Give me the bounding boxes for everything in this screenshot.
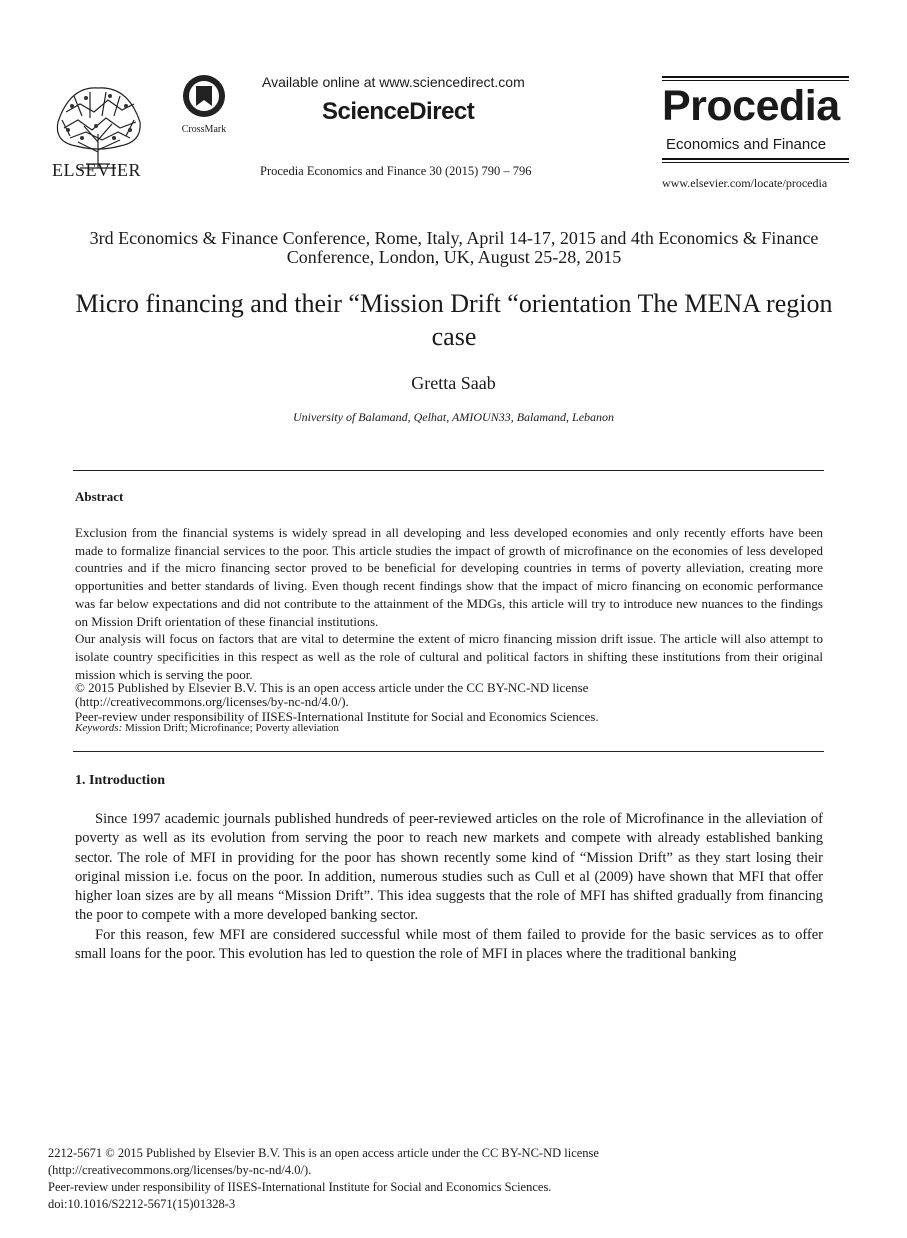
abstract-body (75, 524, 823, 683)
procedia-rule (662, 80, 849, 81)
footer-license-link[interactable]: (http://creativecommons.org/licenses/by-nc-nd/4.0/). (48, 1163, 312, 1177)
crossmark-label: CrossMark (181, 124, 227, 135)
author-affiliation: University of Balamand, Qelhat, AMIOUN33, Balamand, Lebanon (292, 410, 615, 424)
peer-review-statement: Peer-review under responsibility of IISES-International Institute for Social and Economics Sciences. (75, 709, 599, 724)
procedia-rule (662, 162, 849, 163)
journal-citation: Procedia Economics and Finance 30 (2015) 790 – 796 (260, 164, 532, 178)
crossmark-badge[interactable] (176, 74, 232, 134)
section-heading: 1. Introduction (75, 773, 165, 788)
sciencedirect-logo[interactable]: ScienceDirect (322, 98, 475, 125)
divider (73, 470, 824, 471)
keywords-list: Mission Drift; Microfinance; Poverty alleviation (125, 722, 339, 734)
author-name: Gretta Saab (411, 373, 496, 393)
body-paragraph: Since 1997 academic journals published hundreds of peer-reviewed articles on the role of Microfinance in the alleviation of poverty as well as its evolution from serving the poor to reach new markets and compete with already established banking sector. The role of MFI in providing for the poor has shown recently some kind of “Mission Drift” as they start losing their original mission i.e. focus on the poor. In addition, numerous studies such as Cull et al (2009) have shown that MFI that offer higher loan sizes are by all means “Mission Drift”. This idea suggests that the role of MFI has shifted gradually from financing the poor to compete with a more developed banking sector. (75, 811, 823, 924)
footer-doi[interactable]: doi:10.1016/S2212-5671(15)01328-3 (48, 1197, 236, 1211)
introduction-body (75, 810, 823, 964)
procedia-rule (662, 76, 849, 78)
license-statement: © 2015 Published by Elsevier B.V. This is an open access article under the CC BY-NC-ND license (75, 680, 589, 695)
conference-name: 3rd Economics & Finance Conference, Rome, Italy, April 14-17, 2015 and 4th Economics & Finance Conference, London, UK, August 25-28, 2015 (89, 228, 819, 267)
abstract-paragraph: Exclusion from the financial systems is widely spread in all developing and less developed economies and only recently efforts have been made to formalize financial services to the poor. This article studies the impact of growth of microfinance on the economies of less developed countries and if the micro financing sector proved to be beneficial for developing countries in terms of poverty alleviation, creating more opportunities and better standards of living. Even though recent findings show that the impact of micro financing on economic performance was far below expectations and did not contribute to the attainment of the MDGs, this article will try to introduce new nuances to the findings on Mission Drift orientation of these financial institutions. (75, 525, 823, 629)
procedia-logo: Procedia (662, 82, 840, 130)
procedia-rule (662, 158, 849, 160)
abstract-heading: Abstract (75, 489, 124, 504)
footer-peer-review: Peer-review under responsibility of IISES-International Institute for Social and Economics Sciences. (48, 1180, 552, 1194)
paper-title: Micro financing and their “Mission Drift “orientation The MENA region case (75, 289, 833, 351)
keywords (75, 722, 339, 734)
body-paragraph: For this reason, few MFI are considered successful while most of them failed to provide for the basic services as to offer small loans for the poor. This evolution has led to question the role of MFI in places where the traditional banking (75, 926, 823, 963)
footer-issn-license: 2212-5671 © 2015 Published by Elsevier B.V. This is an open access article under the CC BY-NC-ND license (48, 1146, 599, 1160)
publisher-name: ELSEVIER (52, 160, 141, 180)
journal-url-link[interactable]: www.elsevier.com/locate/procedia (662, 176, 828, 190)
crossmark-icon (176, 74, 232, 120)
keywords-label: Keywords: (75, 722, 123, 734)
procedia-subtitle: Economics and Finance (666, 136, 827, 153)
license-link[interactable]: (http://creativecommons.org/licenses/by-nc-nd/4.0/). (75, 694, 349, 709)
divider (73, 751, 824, 752)
available-online-text: Available online at www.sciencedirect.com (262, 74, 525, 90)
abstract-paragraph: Our analysis will focus on factors that are vital to determine the extent of micro financing mission drift issue. The article will also attempt to isolate country specificities in this respect as well as the role of cultural and political factors in shifting these institutions from their original mission which is serving the poor. (75, 631, 823, 682)
